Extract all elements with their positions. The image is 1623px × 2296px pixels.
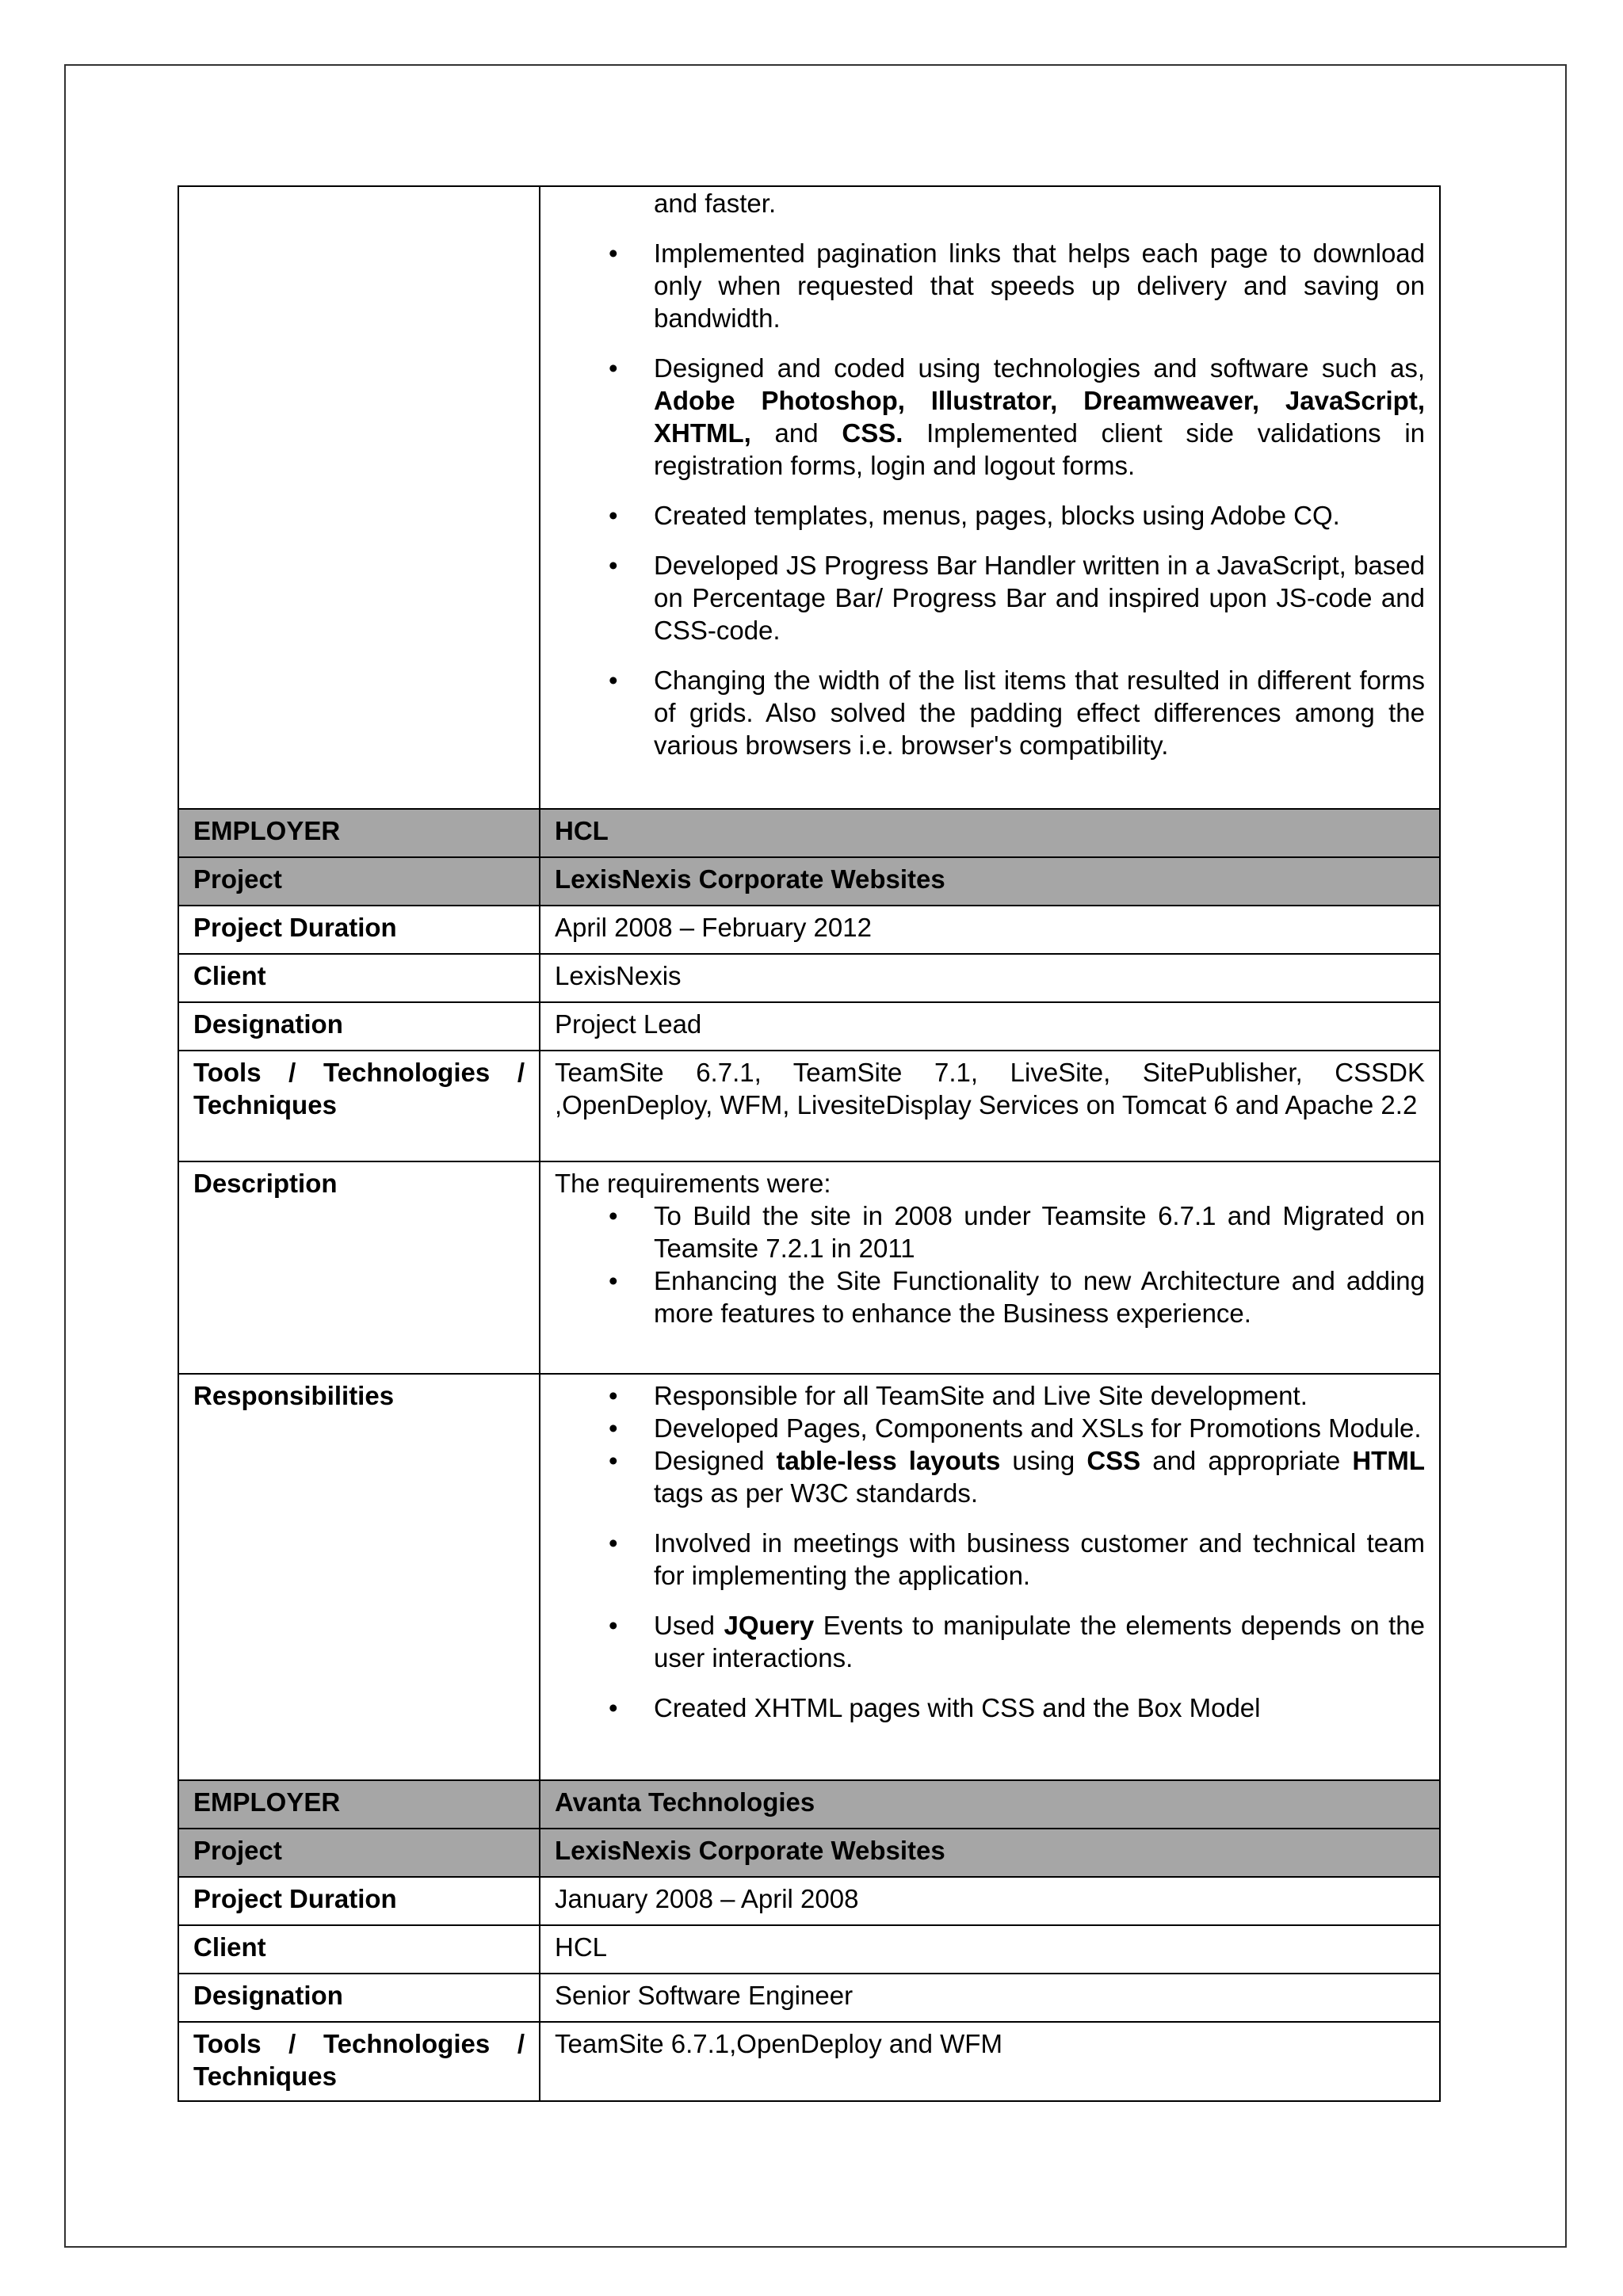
empty-label-cell xyxy=(178,186,540,809)
employer-label: EMPLOYER xyxy=(178,809,540,857)
text-fragment: Implemented pagination links that helps each page to download only when requested that speeds up delivery and saving on bandwidth. xyxy=(654,238,1425,333)
list-item xyxy=(555,1412,1425,1444)
designation-row xyxy=(178,1002,1440,1051)
text-fragment: Events to manipulate the elements depends on the user interactions. xyxy=(654,1611,1425,1672)
project-duration-value: April 2008 – February 2012 xyxy=(540,906,1440,954)
project-row xyxy=(178,1829,1440,1877)
tools-row xyxy=(178,1051,1440,1161)
list-item xyxy=(555,1691,1425,1724)
text-fragment: tags as per W3C standards. xyxy=(654,1478,979,1508)
continued-responsibilities-cell xyxy=(540,186,1440,809)
client-label: Client xyxy=(178,1925,540,1974)
responsibilities-label: Responsibilities xyxy=(178,1374,540,1780)
bold-term: HTML xyxy=(1352,1446,1425,1475)
description-intro: The requirements were: xyxy=(555,1169,831,1198)
employer-label: EMPLOYER xyxy=(178,1780,540,1829)
employer-row xyxy=(178,1780,1440,1829)
responsibilities-cell xyxy=(540,1374,1440,1780)
project-duration-label: Project Duration xyxy=(178,906,540,954)
bold-term: table-less layouts xyxy=(776,1446,1001,1475)
tools-row xyxy=(178,2022,1440,2101)
text-fragment: Designed and coded using technologies and software such as, xyxy=(654,353,1425,383)
text-fragment: using xyxy=(1000,1446,1087,1475)
text-fragment: Changing the width of the list items that resulted in different forms of grids. Also solved the padding effect differences among the various browsers i.e. browser's compatibility. xyxy=(654,666,1425,760)
project-duration-value: January 2008 – April 2008 xyxy=(540,1877,1440,1925)
bold-term: CSS xyxy=(1086,1446,1141,1475)
project-row xyxy=(178,857,1440,906)
text-fragment: Involved in meetings with business customer and technical team for implementing the application. xyxy=(654,1528,1425,1590)
responsibilities-bullet-list xyxy=(555,1379,1425,1724)
tools-value: TeamSite 6.7.1, TeamSite 7.1, LiveSite, SitePublisher, CSSDK ,OpenDeploy, WFM, LivesiteDisplay Services on Tomcat 6 and Apache 2.2 xyxy=(540,1051,1440,1161)
text-fragment: Designed xyxy=(654,1446,777,1475)
tools-value: TeamSite 6.7.1,OpenDeploy and WFM xyxy=(540,2022,1440,2101)
client-row xyxy=(178,1925,1440,1974)
project-duration-label: Project Duration xyxy=(178,1877,540,1925)
text-fragment: Responsible for all TeamSite and Live Site development. xyxy=(654,1381,1308,1410)
continued-bullet-list xyxy=(555,237,1425,761)
list-item: • Enhancing the Site Functionality to new Architecture and adding more features to enhance the Business experience. xyxy=(555,1264,1425,1329)
list-item xyxy=(555,1444,1425,1509)
designation-label: Designation xyxy=(178,1974,540,2022)
designation-value: Project Lead xyxy=(540,1002,1440,1051)
tools-label: Tools / Technologies / Techniques xyxy=(178,2022,540,2101)
responsibilities-row xyxy=(178,1374,1440,1780)
list-item xyxy=(555,237,1425,334)
list-item xyxy=(555,549,1425,646)
text-fragment: and xyxy=(750,418,842,448)
designation-label: Designation xyxy=(178,1002,540,1051)
description-cell xyxy=(540,1161,1440,1374)
client-value: HCL xyxy=(540,1925,1440,1974)
project-value: LexisNexis Corporate Websites xyxy=(540,857,1440,906)
text-fragment: Implemented client side validations in registration forms, login and logout forms. xyxy=(654,418,1425,480)
list-item: • To Build the site in 2008 under Teamsite 6.7.1 and Migrated on Teamsite 7.2.1 in 2011 xyxy=(555,1199,1425,1264)
project-label: Project xyxy=(178,1829,540,1877)
resume-experience-table xyxy=(178,185,1441,2102)
text-fragment: Used xyxy=(654,1611,724,1640)
project-duration-row xyxy=(178,1877,1440,1925)
tools-label: Tools / Technologies / Techniques xyxy=(178,1051,540,1161)
project-duration-row xyxy=(178,906,1440,954)
list-item xyxy=(555,664,1425,761)
project-value: LexisNexis Corporate Websites xyxy=(540,1829,1440,1877)
list-item xyxy=(555,1527,1425,1592)
client-label: Client xyxy=(178,954,540,1002)
client-row xyxy=(178,954,1440,1002)
list-item xyxy=(555,1609,1425,1674)
continuation-text: and faster. xyxy=(654,189,777,218)
text-fragment: Created XHTML pages with CSS and the Box Model xyxy=(654,1693,1261,1722)
list-item xyxy=(555,499,1425,532)
designation-row xyxy=(178,1974,1440,2022)
text-fragment: Created templates, menus, pages, blocks using Adobe CQ. xyxy=(654,501,1340,530)
list-item xyxy=(555,352,1425,482)
list-item xyxy=(555,1379,1425,1412)
bold-term: JQuery xyxy=(724,1611,815,1640)
employer-value: HCL xyxy=(540,809,1440,857)
text-fragment: Developed Pages, Components and XSLs for Promotions Module. xyxy=(654,1413,1422,1443)
bold-term: Adobe Photoshop, Illustrator, Dreamweaver, JavaScript, XHTML, xyxy=(654,386,1425,448)
employer-value: Avanta Technologies xyxy=(540,1780,1440,1829)
project-label: Project xyxy=(178,857,540,906)
description-row xyxy=(178,1161,1440,1374)
description-label: Description xyxy=(178,1161,540,1374)
continued-responsibilities-row xyxy=(178,186,1440,809)
bold-term: CSS. xyxy=(842,418,903,448)
designation-value: Senior Software Engineer xyxy=(540,1974,1440,2022)
client-value: LexisNexis xyxy=(540,954,1440,1002)
employer-row xyxy=(178,809,1440,857)
description-bullet-list xyxy=(555,1199,1425,1329)
text-fragment: and appropriate xyxy=(1140,1446,1353,1475)
text-fragment: Developed JS Progress Bar Handler written in a JavaScript, based on Percentage Bar/ Progress Bar and inspired upon JS-code and CSS-code. xyxy=(654,551,1425,645)
